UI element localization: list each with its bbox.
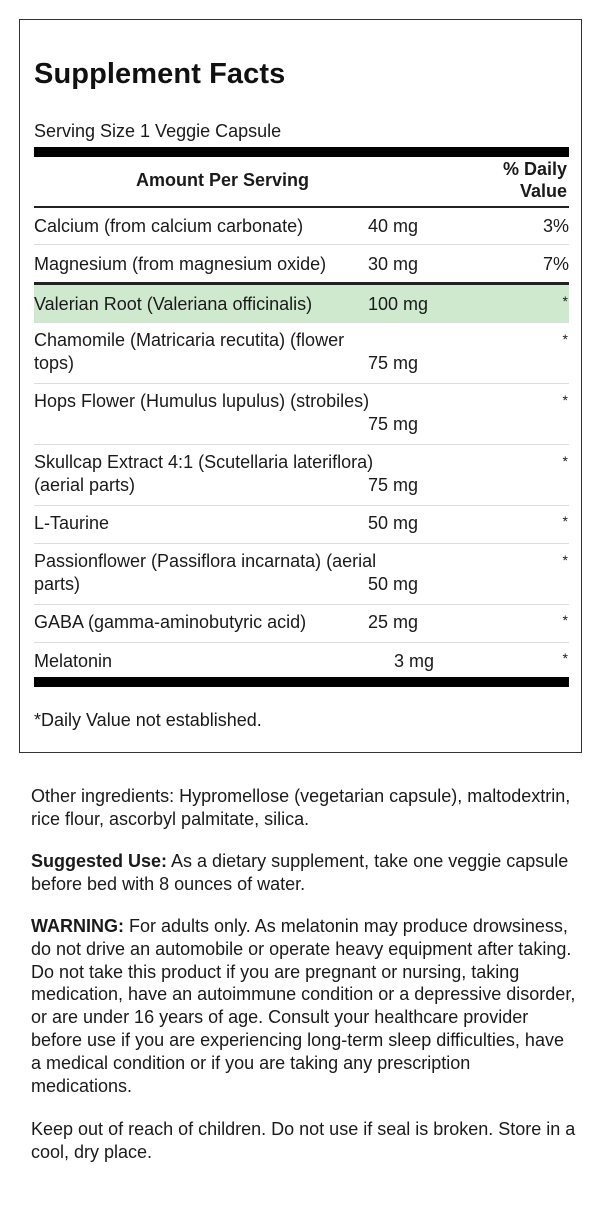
nutrient-row-gaba	[34, 605, 569, 643]
supplement-facts-panel	[19, 19, 582, 753]
nutrient-amount: 50 mg	[368, 513, 419, 533]
nutrient-name: Passionflower (Passiflora incarnata) (aerial parts)	[34, 551, 377, 594]
nutrient-daily-value: *	[562, 453, 568, 469]
serving-size: Serving Size 1 Veggie Capsule	[34, 121, 282, 141]
nutrient-daily-value: *	[562, 552, 568, 568]
daily-value-footnote: *Daily Value not established.	[34, 710, 262, 730]
nutrient-row-calcium	[34, 208, 569, 245]
nutrient-amount: 75 mg	[368, 353, 419, 373]
nutrient-daily-value: *	[562, 650, 568, 666]
nutrient-amount: 75 mg	[368, 475, 419, 495]
nutrient-daily-value: *	[562, 513, 568, 529]
nutrient-amount: 3 mg	[394, 651, 435, 671]
suggested-use	[31, 850, 576, 896]
daily-value-header-line1: % Daily	[502, 159, 567, 179]
nutrient-name: GABA (gamma-aminobutyric acid)	[34, 612, 307, 632]
nutrient-amount: 75 mg	[368, 414, 419, 434]
nutrient-daily-value: *	[562, 612, 568, 628]
storage-instructions: Keep out of reach of children. Do not use if seal is broken. Store in a cool, dry place.	[31, 1119, 576, 1162]
nutrient-amount: 30 mg	[368, 254, 419, 274]
daily-value-header-line2: Value	[519, 181, 567, 201]
amount-per-serving-header: Amount Per Serving	[136, 170, 310, 190]
nutrient-name: Calcium (from calcium carbonate)	[34, 216, 304, 236]
nutrient-name: Melatonin	[34, 651, 113, 671]
nutrient-amount: 40 mg	[368, 216, 419, 236]
nutrient-row-l-taurine	[34, 506, 569, 544]
nutrient-name: Skullcap Extract 4:1 (Scutellaria lateriflora) (aerial parts)	[34, 452, 374, 495]
nutrient-row-chamomile	[34, 323, 569, 384]
nutrient-amount: 25 mg	[368, 612, 419, 632]
nutrient-row-passionflower	[34, 544, 569, 605]
nutrient-amount: 100 mg	[368, 294, 429, 314]
nutrient-amount: 50 mg	[368, 574, 419, 594]
nutrient-name: Chamomile (Matricaria recutita) (flower tops)	[34, 330, 345, 373]
nutrient-row-hops-flower	[34, 384, 569, 445]
nutrient-name: L-Taurine	[34, 513, 110, 533]
daily-value-header	[457, 158, 567, 202]
nutrient-name: Valerian Root (Valeriana officinalis)	[34, 294, 313, 314]
nutrient-rows	[34, 208, 569, 683]
warning	[31, 915, 576, 1097]
nutrient-daily-value: *	[562, 392, 568, 408]
nutrient-row-valerian-root	[34, 285, 569, 323]
facts-title: Supplement Facts	[34, 58, 286, 90]
suggested-use-label: Suggested Use:	[31, 851, 168, 871]
nutrient-row-magnesium	[34, 245, 569, 285]
warning-text: For adults only. As melatonin may produce drowsiness, do not drive an automobile or operate heavy equipment after taking. Do not take this product if you are pregnant or nursing, taking medication, have an autoimmune condition or a depressive disorder, or are under 16 years of age. Consult your healthcare provider before use if you are experiencing long-term sleep difficulties, have a medical condition or if you are taking any prescription medications.	[31, 916, 576, 1096]
bottom-divider-bar	[34, 677, 569, 687]
top-divider-bar	[34, 147, 569, 157]
nutrient-daily-value: *	[562, 293, 568, 309]
nutrient-row-skullcap-extract	[34, 445, 569, 506]
other-ingredients: Other ingredients: Hypromellose (vegetarian capsule), maltodextrin, rice flour, ascorbyl palmitate, silica.	[31, 786, 571, 829]
nutrient-daily-value: 3%	[542, 216, 569, 236]
nutrient-daily-value: *	[562, 331, 568, 347]
nutrient-name: Magnesium (from magnesium oxide)	[34, 254, 327, 274]
nutrient-name: Hops Flower (Humulus lupulus) (strobiles)	[34, 391, 370, 411]
warning-label: WARNING:	[31, 916, 124, 936]
nutrient-daily-value: 7%	[542, 254, 569, 274]
suggested-use-text: As a dietary supplement, take one veggie capsule before bed with 8 ounces of water.	[31, 851, 569, 894]
